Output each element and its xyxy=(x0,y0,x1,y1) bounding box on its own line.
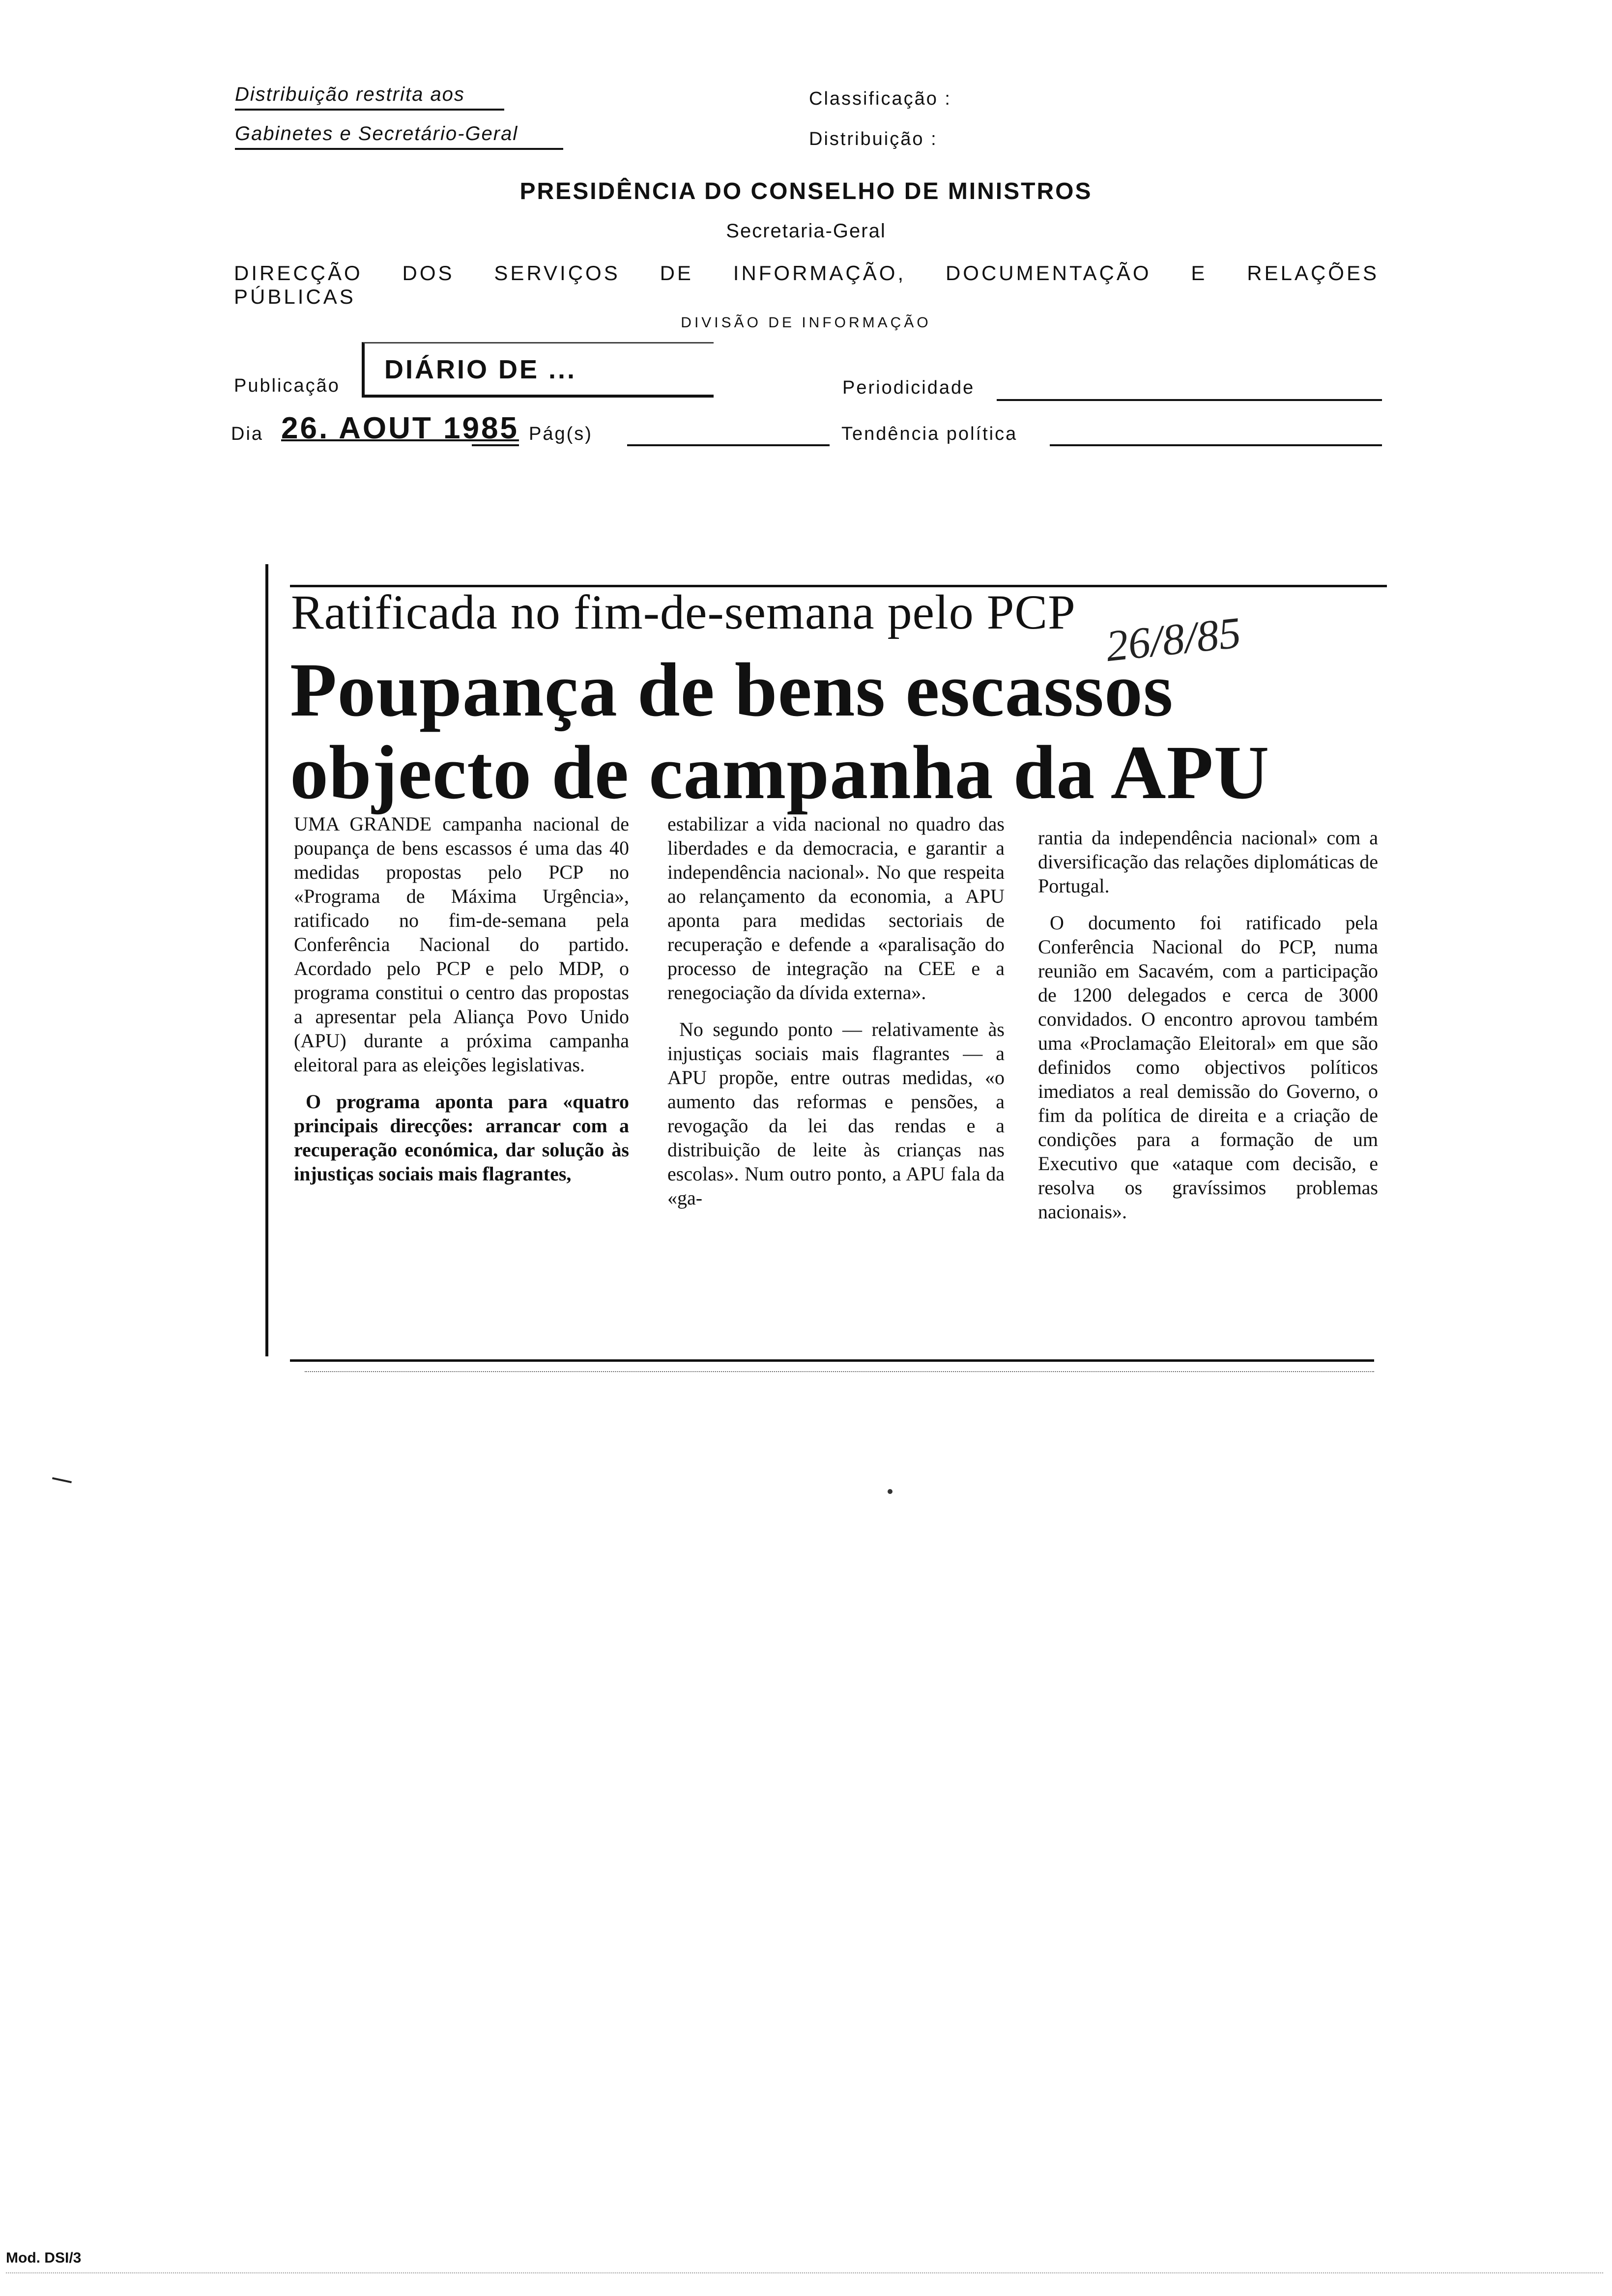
publication-label: Publicação xyxy=(234,375,340,396)
pages-label: Pág(s) xyxy=(529,424,593,444)
division-line: DIVISÃO DE INFORMAÇÃO xyxy=(681,315,931,331)
pages-field-line xyxy=(627,444,830,446)
clipping-cut-edge xyxy=(305,1371,1374,1372)
restricted-distribution-line1: Distribuição restrita aos xyxy=(235,84,504,111)
column-1-paragraph-2: O programa aponta para «quatro principais direcções: arrancar com a recuperação económica, dar solução às injustiças sociais mais flagrantes, xyxy=(294,1091,629,1185)
column-3-paragraph-2: O documento foi ratificado pela Conferência Nacional do PCP, numa reunião em Sacavém, com a participação de 1200 delegados e cerca de 3000 convidados. O encontro aprovou também uma «Proclamação Eleitoral» em que são definidos como objectivos políticos imediatos a real demissão do Governo, o fim da política de direita e a criação de condições para a formação de um Executivo que «ataque com decisão, e resolva os gravíssimos problemas nacionais». xyxy=(1038,912,1378,1223)
article-column-1 xyxy=(294,812,629,1186)
stray-dot xyxy=(888,1489,892,1494)
column-2-paragraph-1: estabilizar a vida nacional no quadro das liberdades e da democracia, e garantir a independência nacional». No que respeita ao relançamento da economia, a APU aponta para medidas sectoriais de recuperação e defende a «paralisação do processo de integração na CEE e a renegociação da dívida externa». xyxy=(667,813,1005,1004)
classification-label: Classificação : xyxy=(809,88,951,109)
form-code: Mod. DSI/3 xyxy=(6,2250,82,2266)
column-3-paragraph-1: rantia da independência nacional» com a diversificação das relações diplomáticas de Portugal. xyxy=(1038,827,1378,897)
column-1-paragraph-1: UMA GRANDE campanha nacional de poupança de bens escassos é uma das 40 medidas propostas pelo PCP no «Programa de Máxima Urgência», ratificado no fim-de-semana pela Conferência Nacional do partido. Acordado pelo PCP e pelo MDP, o programa constitui o centro das propostas a apresentar pela Aliança Povo Unido (APU) durante a próxima campanha eleitoral para as eleições legislativas. xyxy=(294,813,629,1076)
article-headline-line1: Poupança de bens escassos xyxy=(290,647,1174,732)
publication-stamp-box xyxy=(362,342,714,398)
day-stamp: 26. AOUT 1985 xyxy=(281,411,519,445)
article-column-3 xyxy=(1038,826,1378,1224)
stray-dash xyxy=(52,1477,72,1483)
political-tendency-label: Tendência política xyxy=(841,424,1018,444)
restricted-distribution-line2: Gabinetes e Secretário-Geral xyxy=(235,123,563,150)
publication-stamp: DIÁRIO DE ... xyxy=(384,355,577,384)
handwritten-date-note: 26/8/85 xyxy=(1103,608,1243,671)
distribution-label: Distribuição : xyxy=(809,129,938,149)
article-headline-line2: objecto de campanha da APU xyxy=(290,730,1270,815)
footer-noise-line xyxy=(6,2272,1603,2273)
day-field-line xyxy=(472,444,519,446)
page-title: PRESIDÊNCIA DO CONSELHO DE MINISTROS xyxy=(519,178,1093,204)
periodicity-label: Periodicidade xyxy=(842,377,975,398)
clipping-bottom-rule xyxy=(290,1359,1374,1362)
article-kicker: Ratificada no fim-de-semana pelo PCP xyxy=(291,585,1076,639)
column-2-paragraph-2: No segundo ponto — relativamente às injustiças sociais mais flagrantes — a APU propõe, entre outras medidas, «o aumento das reformas e pensões, a revogação da lei das rendas e a distribuição de leite às crianças nas escolas». Num outro ponto, a APU fala da «ga- xyxy=(667,1018,1005,1209)
periodicity-field-line xyxy=(997,399,1382,401)
clipping-left-border xyxy=(265,564,268,1356)
directorate-line: DIRECÇÃO DOS SERVIÇOS DE INFORMAÇÃO, DOCUMENTAÇÃO E RELAÇÕES PÚBLICAS xyxy=(234,261,1379,308)
day-label: Dia xyxy=(231,424,264,444)
page-subtitle: Secretaria-Geral xyxy=(726,220,886,242)
article-column-2 xyxy=(667,812,1005,1210)
tendency-field-line xyxy=(1050,444,1382,446)
